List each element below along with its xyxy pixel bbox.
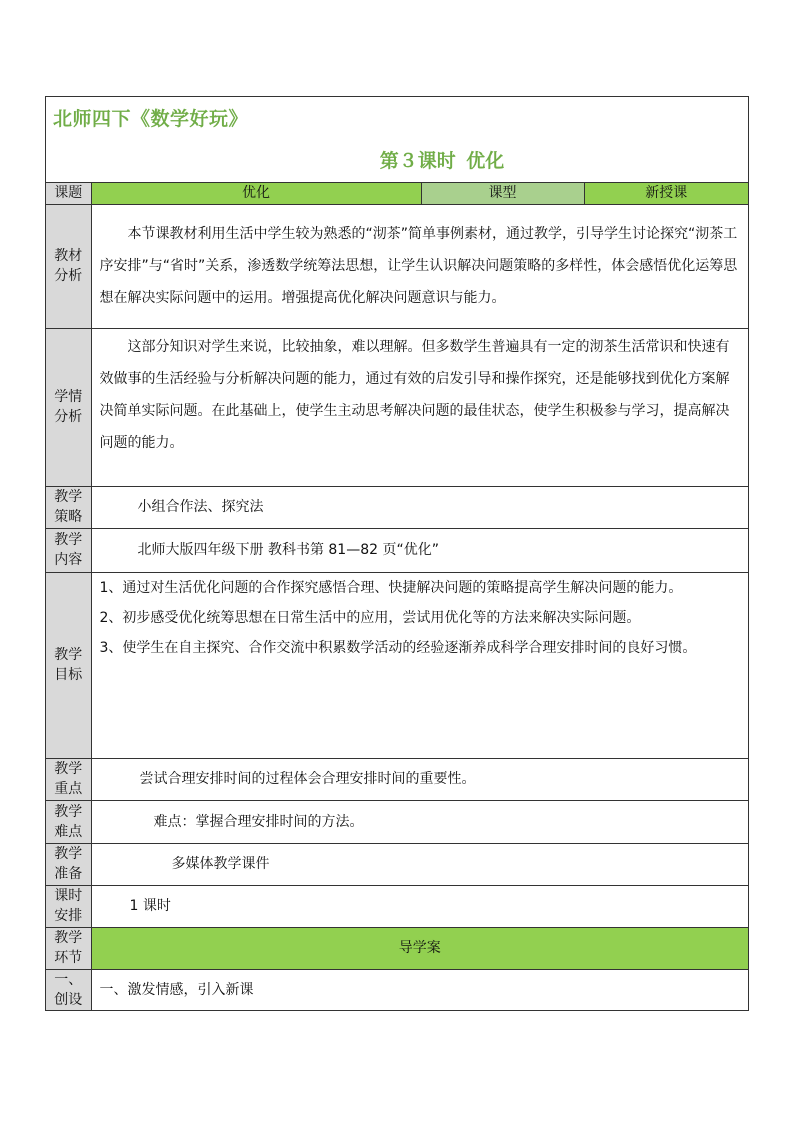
stage-one-text: 一、激发情感，引入新课 bbox=[91, 969, 748, 1010]
schedule-text: 1 课时 bbox=[91, 885, 748, 927]
student-analysis-text: 这部分知识对学生来说，比较抽象，难以理解。但多数学生普遍具有一定的沏茶生活常识和快速有效做事的生活经验与分析解决问题的能力，通过有效的启发引导和操作探究，还是能够找到优化方案解决简单实际问题。在此基础上，使学生主动思考解决问题的最佳状态，使学生积极参与学习，提高解决问题的能力。 bbox=[91, 328, 748, 486]
preparation-label: 教学准备 bbox=[46, 843, 91, 885]
table-row-preparation bbox=[46, 843, 748, 885]
goals-list bbox=[91, 572, 748, 758]
table-row-process bbox=[46, 927, 748, 969]
table-row-stage-one bbox=[46, 969, 748, 1010]
preparation-text: 多媒体教学课件 bbox=[91, 843, 748, 885]
type-label: 课型 bbox=[421, 183, 584, 204]
table-row-content bbox=[46, 528, 748, 572]
goal-item-3: 3、使学生在自主探究、合作交流中积累数学活动的经验逐渐养成科学合理安排时间的良好习惯。 bbox=[99, 639, 697, 656]
lesson-subtitle: 第３课时 优化 bbox=[379, 150, 505, 172]
strategy-label: 教学策略 bbox=[46, 486, 91, 528]
process-text: 导学案 bbox=[91, 927, 748, 969]
student-analysis-label: 学情分析 bbox=[46, 328, 91, 486]
material-analysis-label: 教材分析 bbox=[46, 204, 91, 328]
strategy-text: 小组合作法、探究法 bbox=[91, 486, 748, 528]
content-text: 北师大版四年级下册 教科书第 81—82 页“优化” bbox=[91, 528, 748, 572]
table-row-strategy bbox=[46, 486, 748, 528]
table-row-difficulty bbox=[46, 800, 748, 843]
topic-label: 课题 bbox=[46, 183, 91, 204]
lesson-plan-document bbox=[45, 96, 749, 1011]
title-block bbox=[46, 97, 748, 183]
material-analysis-text: 本节课教材利用生活中学生较为熟悉的“沏茶”简单事例素材，通过教学，引导学生讨论探究“沏茶工序安排”与“省时”关系，渗透数学统筹法思想，让学生认识解决问题策略的多样性，体会感悟优化运筹思想在解决实际问题中的运用。增强提高优化解决问题意识与能力。 bbox=[91, 204, 748, 328]
table-row-students bbox=[46, 328, 748, 486]
document-title: 北师四下《数学好玩》 bbox=[53, 108, 249, 130]
key-point-label: 教学重点 bbox=[46, 758, 91, 800]
topic-value: 优化 bbox=[91, 183, 421, 204]
table-row-topic bbox=[46, 183, 748, 204]
content-label: 教学内容 bbox=[46, 528, 91, 572]
stage-one-label: 一、创设 bbox=[46, 969, 91, 1010]
lesson-plan-table bbox=[46, 183, 748, 1010]
table-row-goals bbox=[46, 572, 748, 758]
process-label: 教学环节 bbox=[46, 927, 91, 969]
schedule-label: 课时安排 bbox=[46, 885, 91, 927]
table-row-key-point bbox=[46, 758, 748, 800]
goal-item-2: 2、初步感受优化统筹思想在日常生活中的应用，尝试用优化等的方法来解决实际问题。 bbox=[99, 609, 641, 626]
table-row-schedule bbox=[46, 885, 748, 927]
table-row-material bbox=[46, 204, 748, 328]
difficulty-text: 难点：掌握合理安排时间的方法。 bbox=[91, 800, 748, 843]
goals-label: 教学目标 bbox=[46, 572, 91, 758]
difficulty-label: 教学难点 bbox=[46, 800, 91, 843]
key-point-text: 尝试合理安排时间的过程体会合理安排时间的重要性。 bbox=[91, 758, 748, 800]
goal-item-1: 1、通过对生活优化问题的合作探究感悟合理、快捷解决问题的策略提高学生解决问题的能力。 bbox=[99, 579, 683, 596]
type-value: 新授课 bbox=[584, 183, 748, 204]
